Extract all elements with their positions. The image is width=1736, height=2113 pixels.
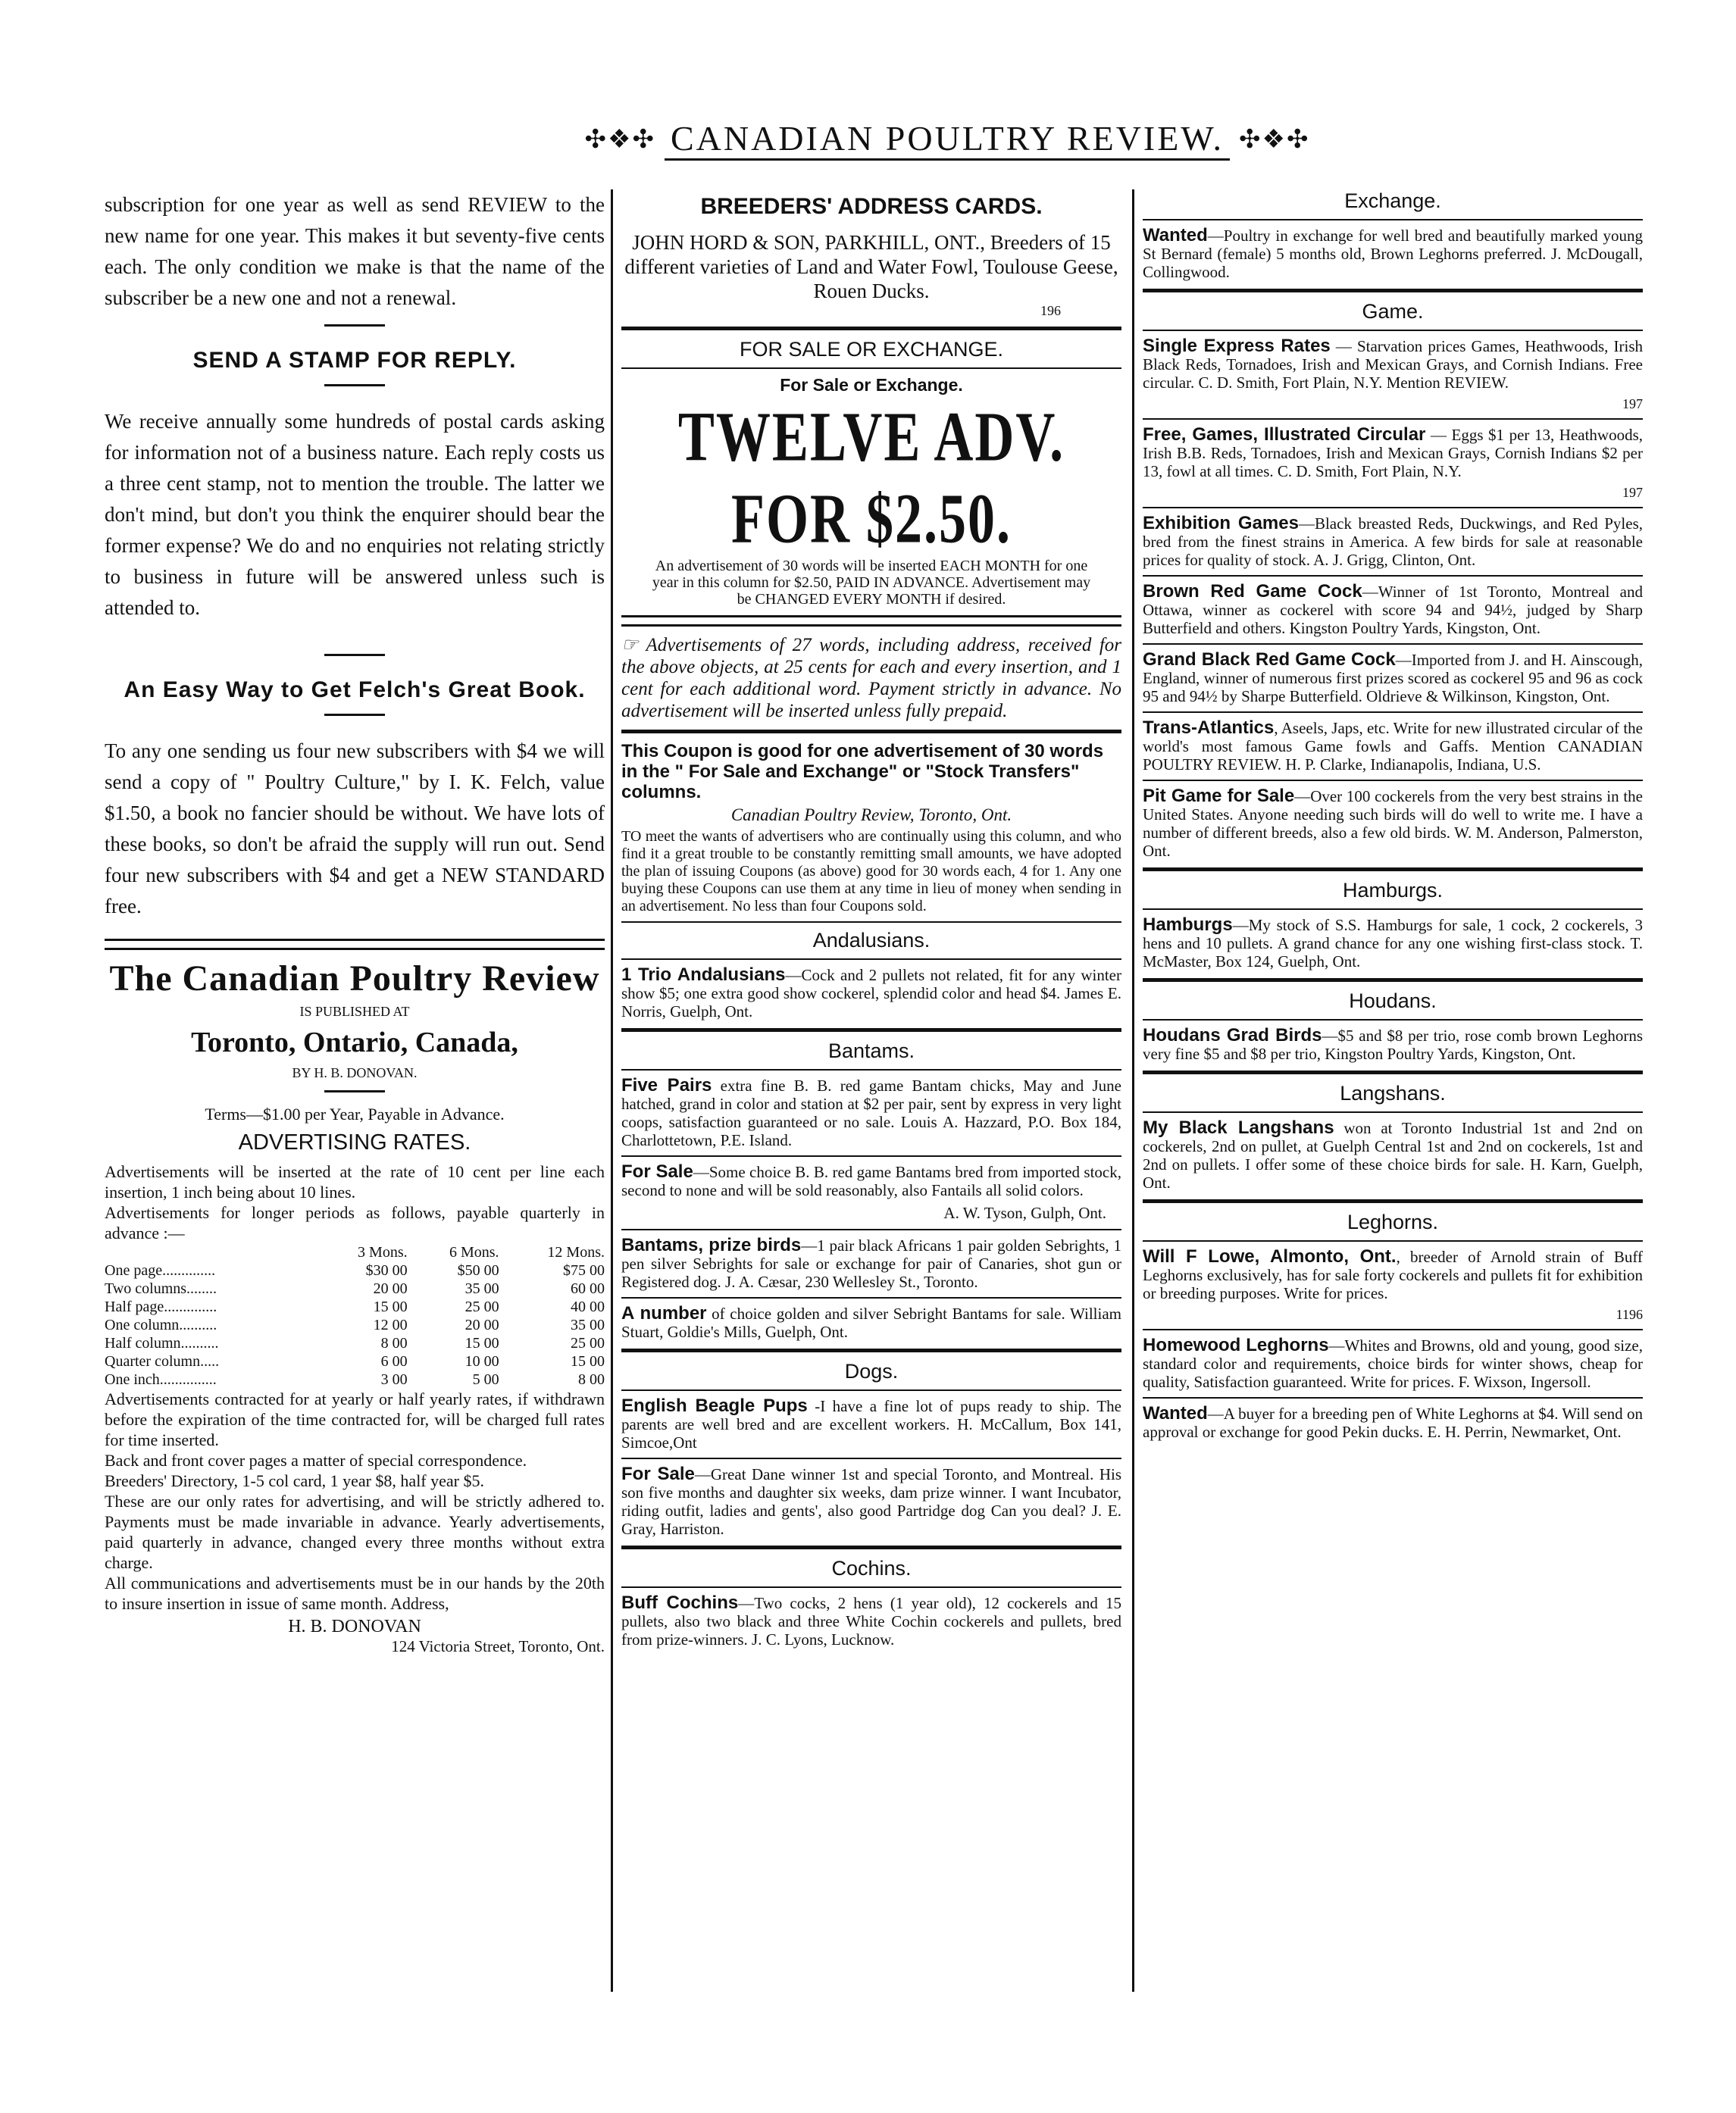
ad-text: won at Toronto Industrial 1st and 2nd on cockerels, 2nd on pullet, at Guelph Central 1st and 2nd on cockerels, 1st and 2nd on pullets. I offer some of these choice birds for sale. H. Karn, Guelph, Ont. [1143,1119,1643,1192]
ad-rules-text: Advertisements of 27 words, including address, received for the above objects, at 25 cents for each and every insertion, and 1 cent for each additional word. Payment strictly in advance. No advertisement will be inserted unless fully prepaid. [621,635,1121,721]
rule [1143,908,1643,910]
rate-value: 8 00 [578,1371,605,1388]
list-item [1143,1336,1643,1391]
list-item [1143,1248,1643,1302]
ad-lead: Grand Black Red Game Cock [1143,649,1396,670]
rates-header-row [105,1243,605,1261]
felch-heading: An Easy Way to Get Felch's Great Book. [124,677,586,702]
list-item [1143,787,1643,860]
table-row [105,1371,605,1389]
rule [1143,289,1643,292]
rate-value: 35 00 [464,1280,499,1297]
rule [1143,219,1643,220]
ad-lead: Wanted [1143,1403,1208,1424]
rule [1143,780,1643,781]
rule [1143,1111,1643,1113]
ornament-right-icon: ✣❖✣ [1239,126,1310,154]
coupon-body: TO meet the wants of advertisers who are continually using this column, and who find it a great trouble to be constantly remitting small amounts, we have adopted the plan of issuing Coupons (as above) good for 30 words each, 4 for 1. Any one buying these Coupons can use them at any time in lieu of money when sending in an advertisement. No less than four Coupons sold. [621,828,1121,914]
list-item [1143,916,1643,971]
column-middle [621,189,1121,1992]
signature-name: H. B. DONOVAN [288,1617,421,1636]
ad-lead: Trans-Atlantics [1143,717,1275,738]
section-exchange: Exchange. [1344,189,1441,212]
rule [621,1069,1121,1071]
rate-value: 8 00 [380,1335,408,1352]
subscription-text: subscription for one year as well as send REVIEW to the new name for one year. This makes it but seventy-five cents each. The only condition we make is that the name of the subscriber be a new one and not a renewal. [105,193,605,309]
paper-title: The Canadian Poultry Review [109,958,600,999]
ad-text: , breeder of Arnold strain of Buff Leghorns exclusively, has for sale forty cockerels and pullets fit for exhibition or breeding purposes. Write for prices. [1143,1248,1643,1302]
rule [621,1389,1121,1391]
rates-intro: Advertisements will be inserted at the rate of 10 cent per line each insertion, 1 inch being about 10 lines. [105,1162,605,1202]
ad-lead: Brown Red Game Cock [1143,581,1362,602]
rate-label: Half column.......... [105,1335,219,1352]
rule [1143,418,1643,420]
ad-text: extra fine B. B. red game Bantam chicks, May and June hatched, grand in color and station at $2 per pair, sent by express in very light coops, satisfaction guaranteed or no sale. Louis A. Hazzard, P.O. Box 184, Charlottetown, P.E. Island. [621,1077,1121,1149]
section-hamburgs: Hamburgs. [1342,879,1444,902]
ad-number: 197 [1622,396,1643,411]
breeders-card: JOHN HORD & SON, PARKHILL, ONT., Breeders of 15 different varieties of Land and Water Fowl, Toulouse Geese, Rouen Ducks. [624,231,1118,302]
list-item [621,1594,1121,1649]
rate-label: Two columns........ [105,1280,217,1297]
coupon-signature: Canadian Poultry Review, Toronto, Ont. [730,805,1012,824]
section-langshans: Langshans. [1340,1082,1446,1105]
rule [1143,867,1643,871]
ad-lead: My Black Langshans [1143,1117,1334,1138]
breeders-heading: BREEDERS' ADDRESS CARDS. [700,194,1043,219]
rate-value: 15 00 [464,1335,499,1352]
list-item [621,1236,1121,1291]
list-item [621,1305,1121,1341]
ad-lead: Homewood Leghorns [1143,1335,1329,1355]
rule [1143,1071,1643,1074]
rule [1143,1019,1643,1021]
ad-text: —Two cocks, 2 hens (1 year old), 12 cockerels and 15 pullets, also two black and three White Cochin cockerels and pullets, bred from prize-winners. J. C. Lyons, Lucknow. [621,1594,1121,1649]
list-item [1143,426,1643,480]
ad-text: —$5 and $8 per trio, rose comb brown Leghorns very fine $5 and $8 per trio, Kingston Poultry Yards, Kingston, Ont. [1143,1027,1643,1063]
list-item [621,966,1121,1021]
big-ad-text: An advertisement of 30 words will be inserted EACH MONTH for one year in this column for $2.50, PAID IN ADVANCE. Advertisement may be CHANGED EVERY MONTH if desired. [652,558,1091,608]
rate-label: One page.............. [105,1262,216,1279]
rate-value: 25 00 [571,1335,605,1352]
ad-lead: Free, Games, Illustrated Circular [1143,424,1426,445]
rule [621,1546,1121,1549]
list-item [621,1465,1121,1538]
ad-number: 197 [1622,485,1643,500]
masthead-title: CANADIAN POULTRY REVIEW. [665,118,1230,161]
rule [1143,643,1643,645]
rates-heading: ADVERTISING RATES. [238,1130,471,1155]
ad-text: , Aseels, Japs, etc. Write for new illustrated circular of the world's most famous Game fowls and Gaffs. Mention CANADIAN POULTRY REVIEW. H. P. Clarke, Indianapolis, Indiana, U.S. [1143,719,1643,774]
section-dogs: Dogs. [844,1360,899,1383]
table-row [105,1334,605,1352]
rule [621,1349,1121,1352]
fse-subheading: For Sale or Exchange. [780,375,963,395]
list-item [1143,1405,1643,1441]
rule [621,1586,1121,1588]
ad-text: —Black breasted Reds, Duckwings, and Red Pyles, bred from the finest strains in America. A few birds for sale at reasonable prices for quality of stock. A. J. Grigg, Clinton, Ont. [1143,514,1643,569]
divider [324,654,385,656]
section-game: Game. [1362,300,1424,323]
table-row [105,1316,605,1334]
table-row [105,1298,605,1316]
list-item [621,1077,1121,1149]
ad-number: 1196 [1616,1307,1643,1322]
rule [621,730,1121,733]
ad-lead: For Sale [621,1161,693,1182]
ad-text: — Eggs $1 per 13, Heathwoods, Irish B.B. Reds, Tornadoes, Irish and Mexican Grays, Cornish Indians $2 per 13, fowl at all times. C. D. Smith, Fort Plain, N.Y. [1143,426,1643,480]
ad-number: 196 [1040,303,1061,318]
section-andalusians: Andalusians. [812,929,931,952]
rates-note: Back and front cover pages a matter of special correspondence. [105,1451,527,1470]
rule [1143,1240,1643,1242]
double-rule [621,615,1121,627]
ad-text: -I have a fine lot of pups ready to ship. The parents are well bred and are excellent workers. H. McCallum, Box 141, Simcoe,Ont [621,1397,1121,1452]
rates-note: All communications and advertisements must be in our hands by the 20th to insure insertion in issue of same month. Address, [105,1574,605,1613]
list-item [1143,1027,1643,1063]
ad-text: —Imported from J. and H. Ainscough, England, winner of numerous first prizes scored as cockerel 95 and 96 as cock 95 and 94½ by Sharpe Butterfield. Oldrieve & Wilkinson, Kingston, Ont. [1143,651,1643,705]
rates-col-header: 3 Mons. [358,1244,408,1261]
divider [324,1090,385,1092]
stamp-heading: SEND A STAMP FOR REPLY. [192,348,517,373]
column-left [105,189,605,1992]
rule [1143,575,1643,577]
ad-lead: Bantams, prize birds [621,1235,802,1255]
list-item [1143,719,1643,774]
divider [324,714,385,716]
ad-text: —1 pair black Africans 1 pair golden Sebrights, 1 pen silver Sebrights for sale or exchange for pair of Canaries, shot gun or Registered dog. J. A. Cæsar, 230 Wellesley St., Toronto. [621,1236,1121,1291]
rule [1143,711,1643,713]
ad-lead: For Sale [621,1464,695,1484]
ad-lead: A number [621,1303,707,1324]
column-divider [1132,189,1134,1992]
ad-text: —Over 100 cockerels from the very best strains in the United States. Anyone needing such birds will do well to write me. I have a number of different breeds, also a few old birds. W. M. Anderson, Palmerston, Ont. [1143,787,1643,860]
column-right [1143,189,1643,1992]
list-item [1143,583,1643,637]
ad-rules [621,634,1121,722]
rule [621,1155,1121,1157]
ad-text: of choice golden and silver Sebright Bantams for sale. William Stuart, Goldie's Mills, Guelph, Ont. [621,1305,1121,1341]
table-row [105,1261,605,1280]
section-leghorns: Leghorns. [1347,1211,1439,1233]
ad-lead: Pit Game for Sale [1143,786,1295,806]
stamp-text: We receive annually some hundreds of postal cards asking for information not of a business nature. Each reply costs us a three cent stamp, not to mention the trouble. The latter we don't mind, but don't you think the enquirer should bear the former expense? We do and no enquiries not relating strictly to business in future will be answered unless such is attended to. [105,410,605,619]
list-item [1143,227,1643,281]
rule [621,367,1121,369]
felch-text: To any one sending us four new subscribers with $4 we will send a copy of " Poultry Culture," by I. K. Felch, value $1.50, a book no fancier should be without. We have lots of these books, so don't be afraid the supply will run out. Send four new subscribers with $4 and get a NEW STANDARD free. [105,739,605,917]
ad-text: —My stock of S.S. Hamburgs for sale, 1 cock, 2 cockerels, 3 hens and 10 pullets. A grand chance for any one wishing first-class stock. T. McMaster, Box 124, Guelph, Ont. [1143,916,1643,971]
rule [621,1297,1121,1299]
ad-lead: English Beagle Pups [621,1396,808,1416]
ornament-left-icon: ✣❖✣ [584,126,655,154]
rate-value: $50 00 [457,1262,499,1279]
table-row [105,1280,605,1298]
masthead [455,115,1440,164]
rule [1143,1199,1643,1203]
section-houdans: Houdans. [1349,989,1437,1012]
rate-value: 6 00 [380,1353,408,1370]
table-row [105,1352,605,1371]
ad-lead: Houdans Grad Birds [1143,1025,1322,1046]
big-ad-headline: TWELVE ADV. FOR $2.50. [677,397,1065,558]
rate-value: $75 00 [563,1262,605,1279]
ad-lead: Hamburgs [1143,914,1233,935]
rule [1143,1329,1643,1330]
section-bantams: Bantams. [827,1039,915,1062]
ad-lead: Five Pairs [621,1075,712,1096]
rate-value: 12 00 [373,1317,408,1333]
rate-value: 3 00 [380,1371,408,1388]
ad-text: —Winner of 1st Toronto, Montreal and Ottawa, winner as cockerel with score 94 and 94½, judged by Sharp Butterfield and others. Kingston Poultry Yards, Kingston, Ont. [1143,583,1643,637]
list-item [1143,651,1643,705]
rule [1143,978,1643,982]
rate-value: 15 00 [373,1299,408,1315]
rule [1143,507,1643,508]
rate-label: Half page.............. [105,1299,217,1315]
location: Toronto, Ontario, Canada, [191,1027,518,1058]
rate-value: 15 00 [571,1353,605,1370]
divider [324,384,385,386]
ad-text: —Whites and Browns, old and young, good size, standard color and requirements, choice birds for winter shows, cheap for quality, Satisfaction guaranteed. Write for prices. F. Wixson, Ingersoll. [1143,1336,1643,1391]
section-cochins: Cochins. [831,1557,912,1580]
rate-label: One column.......... [105,1317,217,1333]
ad-signature: A. W. Tyson, Gulph, Ont. [943,1204,1106,1222]
hand-pointer-icon: ☞ [621,635,646,655]
list-item [1143,1119,1643,1192]
rates-col-header: 6 Mons. [449,1244,499,1261]
ad-text: — Starvation prices Games, Heathwoods, Irish Black Reds, Tornadoes, Irish and Mexican Grays, and Cornish Indians. Free circular. C. D. Smith, Fort Plain, N.Y. Mention REVIEW. [1143,337,1643,392]
list-item [1143,514,1643,569]
ad-text: —Poultry in exchange for well bred and beautifully marked young St Bernard (female) 5 months old, Brown Leghorns preferred. J. McDougall, Collingwood. [1143,227,1643,281]
list-item [621,1163,1121,1199]
rate-value: 10 00 [464,1353,499,1370]
ad-text: —Some choice B. B. red game Bantams bred from imported stock, second to none and will be sold reasonably, also Fantails all solid colors. [621,1163,1121,1199]
published-at: IS PUBLISHED AT [299,1004,410,1019]
rates-note: These are our only rates for advertising, and will be strictly adhered to. Payments must be made invariable in advance. Yearly advertisements, paid quarterly in advance, changed every three months without extra charge. [105,1492,605,1572]
coupon-text: This Coupon is good for one advertisement of 30 words in the " For Sale and Exchange" or "Stock Transfers" columns. [621,741,1104,802]
ad-lead: Exhibition Games [1143,513,1299,533]
ad-text: —Cock and 2 pullets not related, fit for any winter show $5; one extra good show cockerel, splendid color and head $4. James E. Norris, Guelph, Ont. [621,966,1121,1021]
rates-intro-2: Advertisements for longer periods as follows, payable quarterly in advance :— [105,1203,605,1242]
rule [621,1028,1121,1032]
rate-value: 40 00 [571,1299,605,1315]
rates-note: Breeders' Directory, 1-5 col card, 1 year $8, half year $5. [105,1471,484,1490]
ad-text: —Great Dane winner 1st and special Toronto, and Montreal. His son five months and daughter six weeks, dam prize winner. I want Incubator, riding outfit, ladies and gents', also good Partridge dog Can you deal? J. E. Gray, Harriston. [621,1465,1121,1538]
column-divider [611,189,613,1992]
list-item [1143,337,1643,392]
rates-col-header: 12 Mons. [547,1244,605,1261]
rate-value: 20 00 [373,1280,408,1297]
rate-value: 20 00 [464,1317,499,1333]
rule [621,921,1121,923]
double-rule [105,939,605,950]
ad-lead: Will F Lowe, Almonto, Ont. [1143,1246,1397,1267]
fse-heading: FOR SALE OR EXCHANGE. [739,338,1004,361]
ad-lead: Buff Cochins [621,1593,739,1613]
rule [1143,1397,1643,1399]
rate-value: 5 00 [472,1371,499,1388]
rates-note: Advertisements contracted for at yearly or half yearly rates, if withdrawn before the expiration of the time contracted for, will be charged full rates for time inserted. [105,1389,605,1449]
rate-label: Quarter column..... [105,1353,220,1370]
ad-lead: 1 Trio Andalusians [621,964,786,985]
ad-text: —A buyer for a breeding pen of White Leghorns at $4. Will send on approval or exchange for good Pekin ducks. E. H. Perrin, Newmarket, Ont. [1143,1405,1643,1441]
rate-value: $30 00 [365,1262,408,1279]
signature-address: 124 Victoria Street, Toronto, Ont. [391,1637,605,1655]
publisher: BY H. B. DONOVAN. [292,1065,418,1080]
rule [621,327,1121,330]
ad-lead: Single Express Rates [1143,336,1331,356]
rates-col-header [105,1243,316,1261]
rate-label: One inch............... [105,1371,217,1388]
rate-value: 35 00 [571,1317,605,1333]
terms: Terms—$1.00 per Year, Payable in Advance. [205,1105,505,1124]
rule [621,1229,1121,1230]
rule [1143,330,1643,331]
list-item [621,1397,1121,1452]
rates-table [105,1243,605,1389]
rule [621,958,1121,960]
divider [324,324,385,327]
rate-value: 60 00 [571,1280,605,1297]
rule [621,1458,1121,1459]
ad-lead: Wanted [1143,225,1208,245]
rate-value: 25 00 [464,1299,499,1315]
